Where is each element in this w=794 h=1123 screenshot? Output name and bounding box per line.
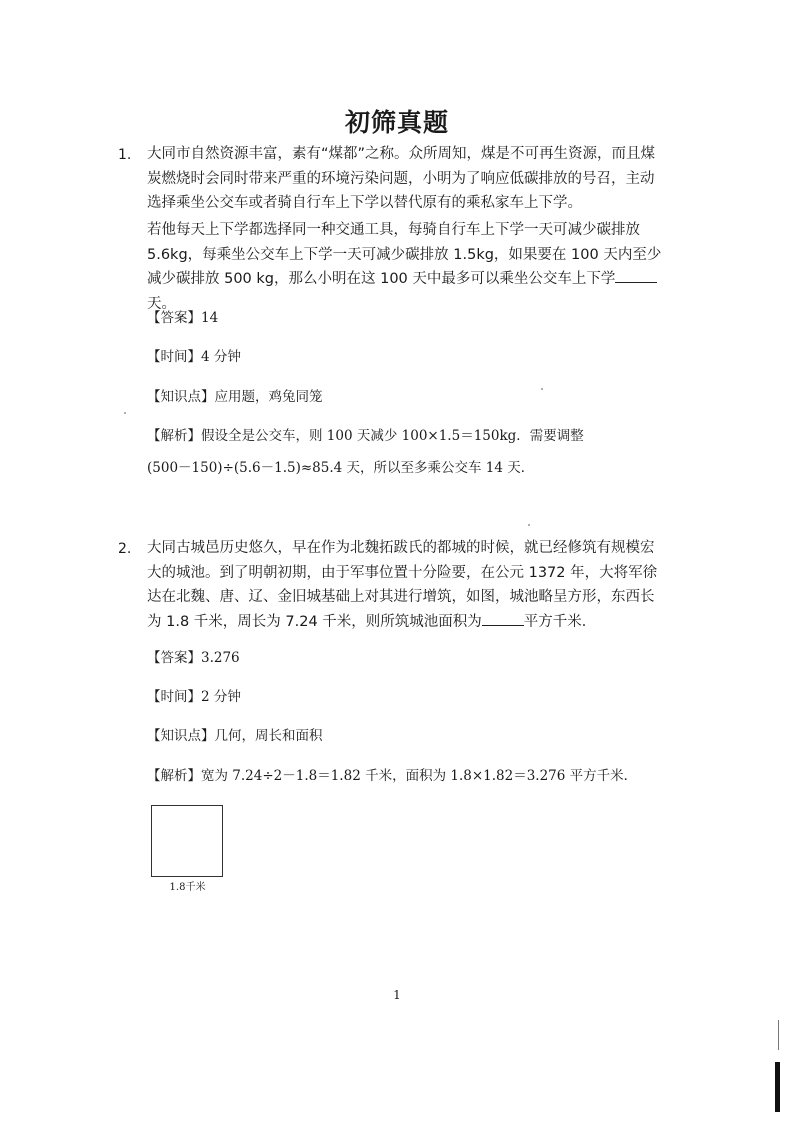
scan-edge-line [778, 1020, 779, 1050]
page-number: 1 [393, 988, 401, 1002]
question-2-knowledge-point: 【知识点】几何，周长和面积 [147, 728, 323, 744]
question-1-paragraph-1: 大同市自然资源丰富，素有“煤都”之称。众所周知，煤是不可再生资源，而且煤炭燃烧时会同时带来严重的环境污染问题，小明为了响应低碳排放的号召，主动选择乘坐公交车或者骑自行车上下学以替代原有的乘私家车上下学。 [147, 146, 656, 211]
question-1-text-end: 天。 [147, 295, 176, 312]
answer-blank [615, 268, 657, 283]
question-1-number: 1. [118, 147, 132, 163]
question-2-text: 大同古城邑历史悠久，早在作为北魏拓跋氏的都城的时候，就已经修筑有规模宏大的城池。到了明朝初期，由于军事位置十分险要，在公元 1372 年，大将军徐达在北魏、唐、辽、金旧城基础上对其进行增筑，如图，城池略呈方形，东西长为 1.8 千米，周长为 7.24 千米，则所筑城池面积为 [147, 540, 658, 630]
question-2-analysis: 【解析】宽为 7.24÷2－1.8＝1.82 千米，面积为 1.8×1.82＝3.276 平方千米． [147, 768, 638, 784]
question-2-answer: 【答案】3.276 [147, 650, 240, 666]
question-1-analysis: 【解析】假设全是公交车，则 100 天减少 100×1.5＝150kg．需要调整 [147, 428, 584, 444]
question-1-knowledge-point: 【知识点】应用题，鸡兔同笼 [147, 389, 323, 405]
question-2-time: 【时间】2 分钟 [147, 689, 241, 705]
answer-blank [482, 611, 524, 626]
question-1-answer: 【答案】14 [147, 310, 219, 326]
question-1-time: 【时间】4 分钟 [147, 349, 241, 365]
question-1-analysis-formula: (500－150)÷(5.6－1.5)≈85.4 天，所以至多乘公交车 14 天． [147, 460, 535, 476]
scan-speck [124, 412, 126, 414]
figure-width-label: 1.8千米 [169, 882, 206, 893]
scan-edge-mark [775, 1062, 780, 1112]
question-2-text-end: 平方千米． [523, 613, 597, 630]
question-2-paragraph [147, 536, 667, 634]
question-1-text: 若他每天上下学都选择同一种交通工具，每骑自行车上下学一天可减少碳排放 5.6kg，每乘坐公交车上下学一天可减少碳排放 1.5kg，如果要在 100 天内至少减少碳排放 500 kg，那么小明在这 100 天中最多可以乘坐公交车上下学 [147, 222, 662, 287]
city-square-figure [151, 805, 223, 877]
page-title: 初筛真题 [344, 108, 449, 137]
scan-speck [541, 388, 543, 390]
question-1-paragraph-2 [147, 218, 667, 316]
question-2-number: 2. [118, 541, 132, 557]
scan-speck [528, 524, 530, 526]
